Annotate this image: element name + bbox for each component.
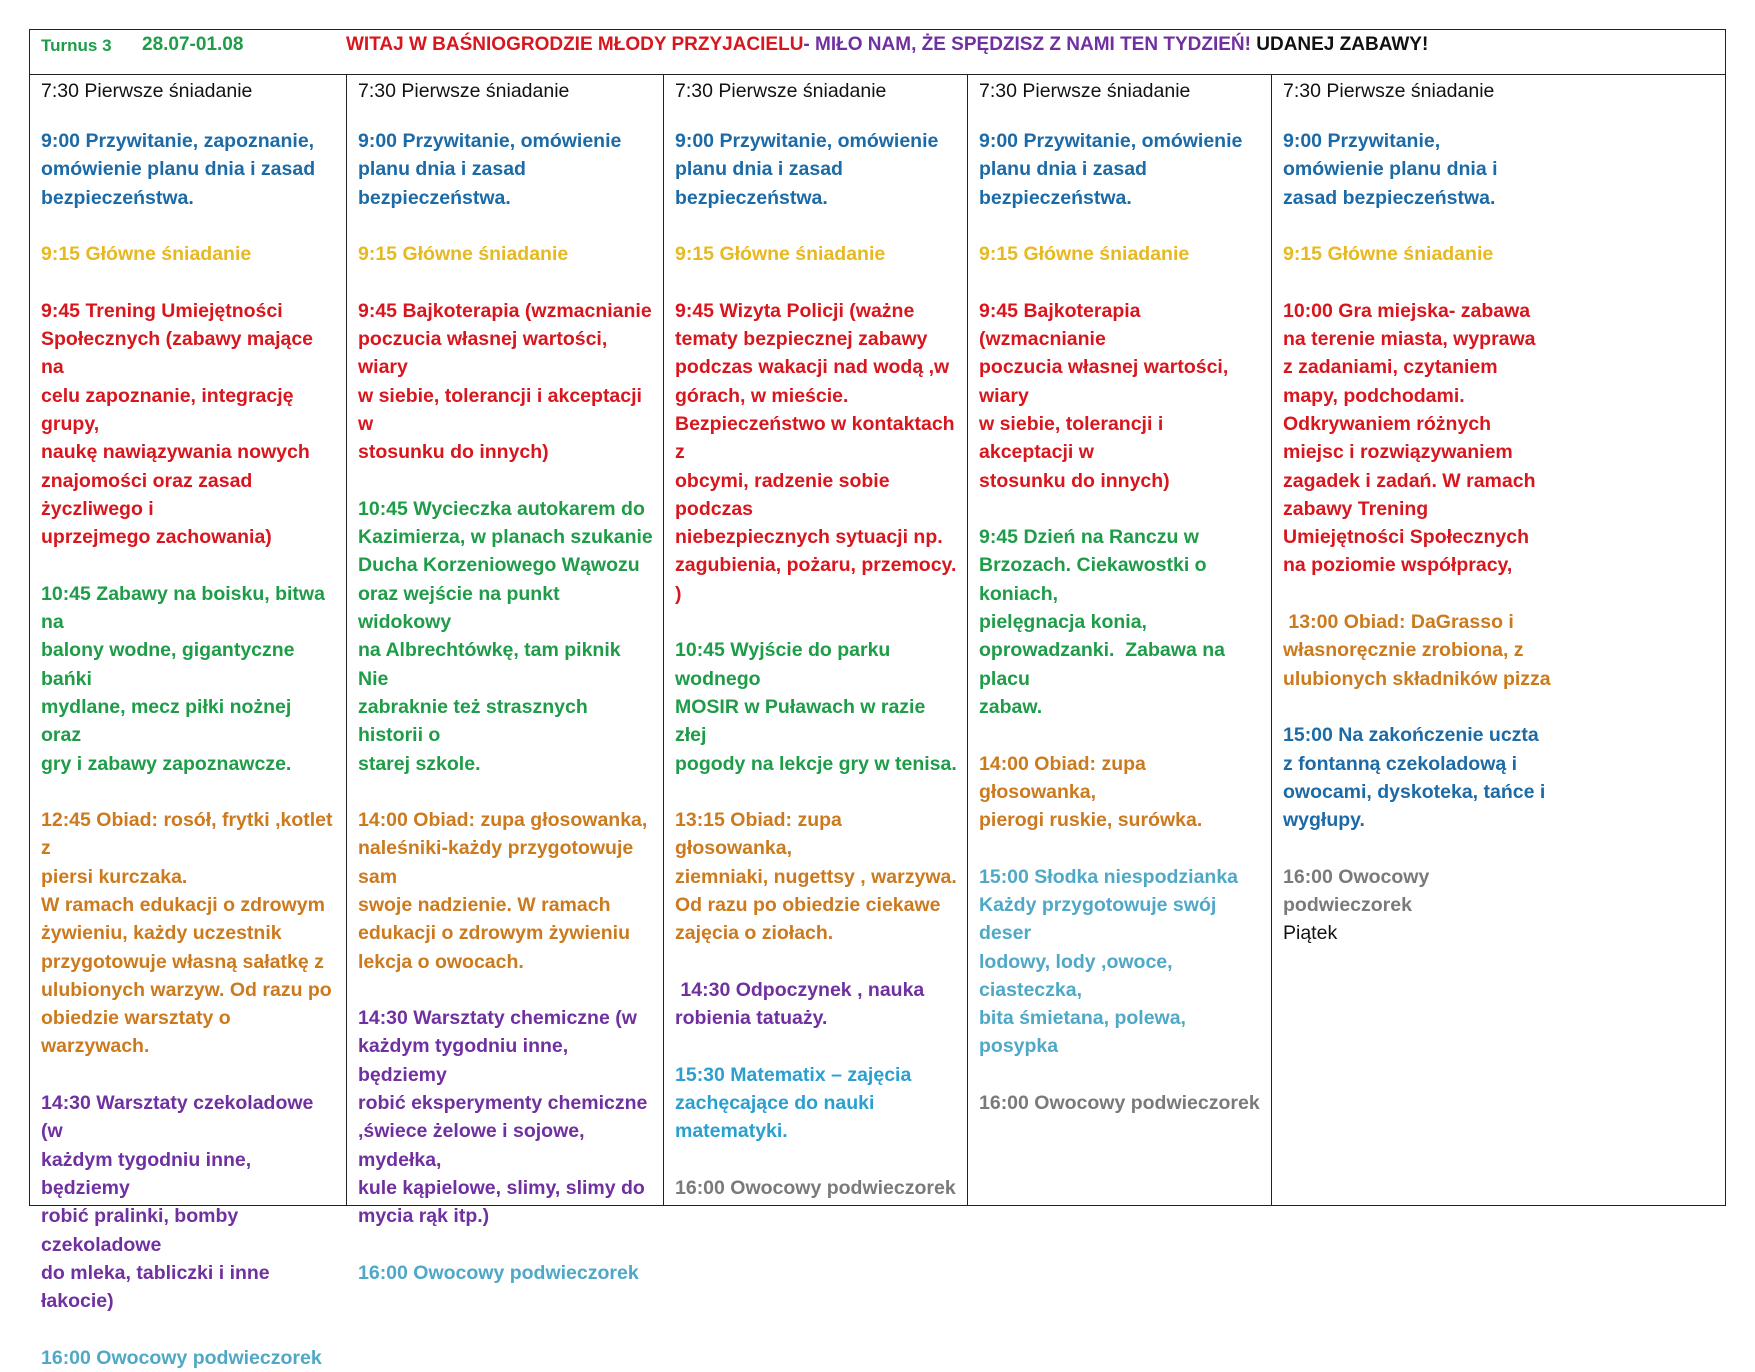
main-breakfast: 9:15 Główne śniadanie: [1283, 243, 1494, 266]
activity-entry: 9:45 Bajkoterapia (wzmacnianie poczucia własnej wartości, wiary w siebie, tolerancji i akceptacji w stosunku do innych): [358, 299, 652, 464]
rest-entry: 14:30 Odpoczynek , nauka robienia tatuaży.: [675, 978, 925, 1030]
workshop-entry: 14:30 Warsztaty chemiczne (w każdym tygodniu inne, będziemy robić eksperymenty chemiczne ,świece żelowe i sojowe, mydełka, kule kąpielowe, slimy, slimy do mycia rąk itp.): [358, 1007, 648, 1228]
first-breakfast: 7:30 Pierwsze śniadanie: [979, 80, 1191, 102]
day-column-4: [968, 75, 1272, 1205]
activity-entry: 9:45 Dzień na Ranczu w Brzozach. Ciekawostki o koniach, pielęgnacja konia, oprowadzanki. Zabawa na placu zabaw.: [979, 526, 1225, 718]
activity-entry: 9:45 Trening Umiejętności Społecznych (zabawy mające na celu zapoznanie, integrację grupy, naukę nawiązywania nowych znajomości oraz zasad życzliwego i uprzejmego zachowania): [41, 299, 314, 549]
snack-entry: 16:00 Owocowy podwieczorek: [979, 1092, 1260, 1115]
lunch-entry: 14:00 Obiad: zupa głosowanka, naleśniki-każdy przygotowuje sam swoje nadzienie. W ramach edukacji o zdrowym żywieniu lekcja o owocach.: [358, 809, 648, 973]
welcome-black-text: UDANEJ ZABAWY!: [1250, 34, 1429, 55]
first-breakfast: 7:30 Pierwsze śniadanie: [1283, 80, 1495, 102]
snack-entry: 16:00 Owocowy podwieczorek: [41, 1346, 322, 1369]
turnus-label: Turnus 3: [41, 36, 112, 55]
main-breakfast: 9:15 Główne śniadanie: [358, 243, 569, 266]
activity-entry: 10:00 Gra miejska- zabawa na terenie miasta, wyprawa z zadaniami, czytaniem mapy, podchodami. Odkrywaniem różnych miejsc i rozwiązywaniem zagadek i zadań. W ramach zabawy Trening Umiejętności Społecznych na poziomie współpracy,: [1283, 299, 1536, 577]
dessert-entry: 15:00 Słodka niespodzianka Każdy przygotowuje swój deser lodowy, lody ,owoce, ciasteczka, bita śmietana, polewa, posypka: [979, 865, 1239, 1058]
snack-entry: 16:00 Owocowy podwieczorek: [675, 1176, 956, 1199]
welcome-entry: 9:00 Przywitanie, zapoznanie, omówienie planu dnia i zasad bezpieczeństwa.: [41, 129, 316, 209]
activity-entry: 9:45 Wizyta Policji (ważne tematy bezpiecznej zabawy podczas wakacji nad wodą ,w górach, w mieście. Bezpieczeństwo w kontaktach z obcymi, radzenie sobie podczas niebezpiecznych sytuacji np. zagubienia, pożaru, przemocy. ): [675, 299, 957, 605]
welcome-entry: 9:00 Przywitanie, omówienie planu dnia i zasad bezpieczeństwa.: [1283, 129, 1498, 209]
main-breakfast: 9:15 Główne śniadanie: [979, 243, 1190, 266]
first-breakfast: 7:30 Pierwsze śniadanie: [675, 80, 887, 102]
activity-entry: 10:45 Wyjście do parku wodnego MOSIR w Puławach w razie złej pogody na lekcje gry w tenisa.: [675, 639, 957, 775]
lunch-entry: 14:00 Obiad: zupa głosowanka, pierogi ruskie, surówka.: [979, 752, 1203, 832]
lunch-entry: 12:45 Obiad: rosół, frytki ,kotlet z piersi kurczaka. W ramach edukacji o zdrowym żywieniu, każdy uczestnik przygotowuje własną sałatkę z ulubionych warzyw. Od razu po obiedzie warsztaty o warzywach.: [41, 809, 333, 1058]
welcome-entry: 9:00 Przywitanie, omówienie planu dnia i zasad bezpieczeństwa.: [358, 129, 622, 209]
day-column-1: [30, 75, 347, 1369]
snack-entry: 16:00 Owocowy podwieczorek: [358, 1261, 639, 1284]
math-entry: 15:30 Matematix – zajęcia zachęcające do nauki matematyki.: [675, 1063, 912, 1143]
workshop-entry: 14:30 Warsztaty czekoladowe (w każdym tygodniu inne, będziemy robić pralinki, bomby czekoladowe do mleka, tabliczki i inne łakocie): [41, 1092, 314, 1313]
activity-entry: 10:45 Wycieczka autokarem do Kazimierza, w planach szukanie Ducha Korzeniowego Wąwozu oraz wejście na punkt widokowy na Albrechtówkę, tam piknik Nie zabraknie też strasznych historii o starej szkole.: [358, 497, 653, 775]
welcome-red-text: WITAJ W BAŚNIOGRODZIE MŁODY PRZYJACIELU: [346, 34, 804, 55]
turnus-dates: 28.07-01.08: [142, 34, 244, 55]
activity-entry: 10:45 Zabawy na boisku, bitwa na balony wodne, gigantyczne bańki mydlane, mecz piłki nożnej oraz gry i zabawy zapoznawcze.: [41, 582, 325, 775]
day-label: Piątek: [1283, 922, 1338, 945]
day-column-5: [1272, 75, 1727, 1205]
schedule-sheet: [29, 29, 1726, 1369]
first-breakfast: 7:30 Pierwsze śniadanie: [41, 80, 253, 102]
lunch-entry: 13:15 Obiad: zupa głosowanka, ziemniaki, nugettsy , warzywa. Od razu po obiedzie ciekawe zajęcia o ziołach.: [675, 809, 957, 945]
snack-entry: 16:00 Owocowy podwieczorek: [1283, 865, 1430, 916]
lunch-entry: 13:00 Obiad: DaGrasso i własnoręcznie zrobiona, z ulubionych składników pizza: [1283, 611, 1551, 690]
day-column-3: [664, 75, 968, 1205]
day-column-2: [347, 75, 664, 1284]
main-breakfast: 9:15 Główne śniadanie: [675, 243, 886, 266]
activity-entry: 9:45 Bajkoterapia (wzmacnianie poczucia własnej wartości, wiary w siebie, tolerancji i akceptacji w stosunku do innych): [979, 299, 1229, 492]
schedule-header: [30, 30, 1725, 75]
welcome-purple-text: - MIŁO NAM, ŻE SPĘDZISZ Z NAMI TEN TYDZIEŃ!: [803, 34, 1251, 55]
main-breakfast: 9:15 Główne śniadanie: [41, 243, 252, 266]
party-entry: 15:00 Na zakończenie uczta z fontanną czekoladową i owocami, dyskoteka, tańce i wygłupy.: [1283, 724, 1546, 832]
welcome-entry: 9:00 Przywitanie, omówienie planu dnia i zasad bezpieczeństwa.: [675, 129, 939, 209]
welcome-entry: 9:00 Przywitanie, omówienie planu dnia i zasad bezpieczeństwa.: [979, 129, 1243, 209]
welcome-banner: [346, 34, 1428, 56]
first-breakfast: 7:30 Pierwsze śniadanie: [358, 80, 570, 102]
